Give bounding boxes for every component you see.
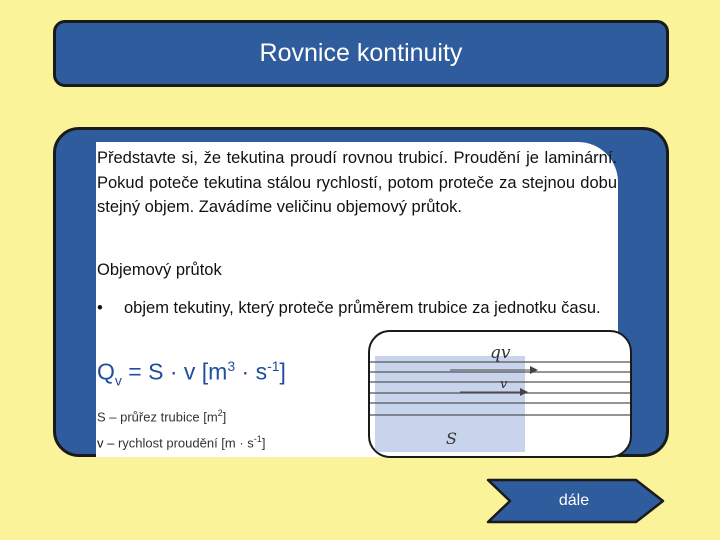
continuity-formula — [97, 358, 286, 388]
legend-s-end: ] — [222, 409, 227, 425]
formula-end: ] — [279, 358, 286, 385]
tube-flow-figure — [368, 330, 632, 458]
bullet-text: objem tekutiny, který proteče průměrem trubice za jednotku času. — [124, 299, 601, 317]
tube-flow-diagram — [370, 332, 630, 456]
bullet-marker: • — [97, 299, 103, 317]
slide-title: Rovnice kontinuity — [259, 39, 463, 67]
variable-legend — [97, 402, 265, 455]
legend-v-text: rychlost proudění [m · s — [114, 435, 254, 451]
legend-v-exponent: -1 — [253, 434, 262, 445]
legend-s-exponent: 2 — [217, 408, 223, 418]
legend-s-line — [97, 402, 265, 428]
next-button[interactable] — [486, 478, 666, 524]
formula-m-exponent: 3 — [227, 358, 236, 374]
qv-label: qv — [490, 343, 511, 363]
title-banner — [53, 20, 669, 87]
formula-q: Q — [97, 358, 115, 385]
formula-q-subscript: v — [114, 372, 122, 389]
cross-section-label: S — [446, 429, 457, 448]
definition-bullet — [97, 296, 617, 320]
legend-s-text: S – průřez trubice [m — [97, 409, 218, 425]
legend-v-end: ] — [261, 435, 266, 451]
next-button-label: dále — [558, 492, 590, 509]
formula-middle: = S · v [m — [121, 358, 228, 385]
formula-s-exponent: -1 — [267, 358, 280, 374]
legend-v-symbol: v – — [97, 435, 115, 451]
qv-arrow-head — [530, 366, 538, 374]
legend-v-line — [97, 428, 265, 454]
intro-paragraph: Představte si, že tekutina proudí rovnou trubicí. Proudění je laminární. Pokud poteče tekutina stálou rychlostí, potom proteče za stejnou dobu stejný objem. Zavádíme veličinu objemový průtok. — [97, 149, 617, 216]
formula-sep: · s — [235, 358, 268, 385]
velocity-label: v — [500, 377, 508, 392]
volume-flow-heading: Objemový průtok — [97, 261, 222, 279]
